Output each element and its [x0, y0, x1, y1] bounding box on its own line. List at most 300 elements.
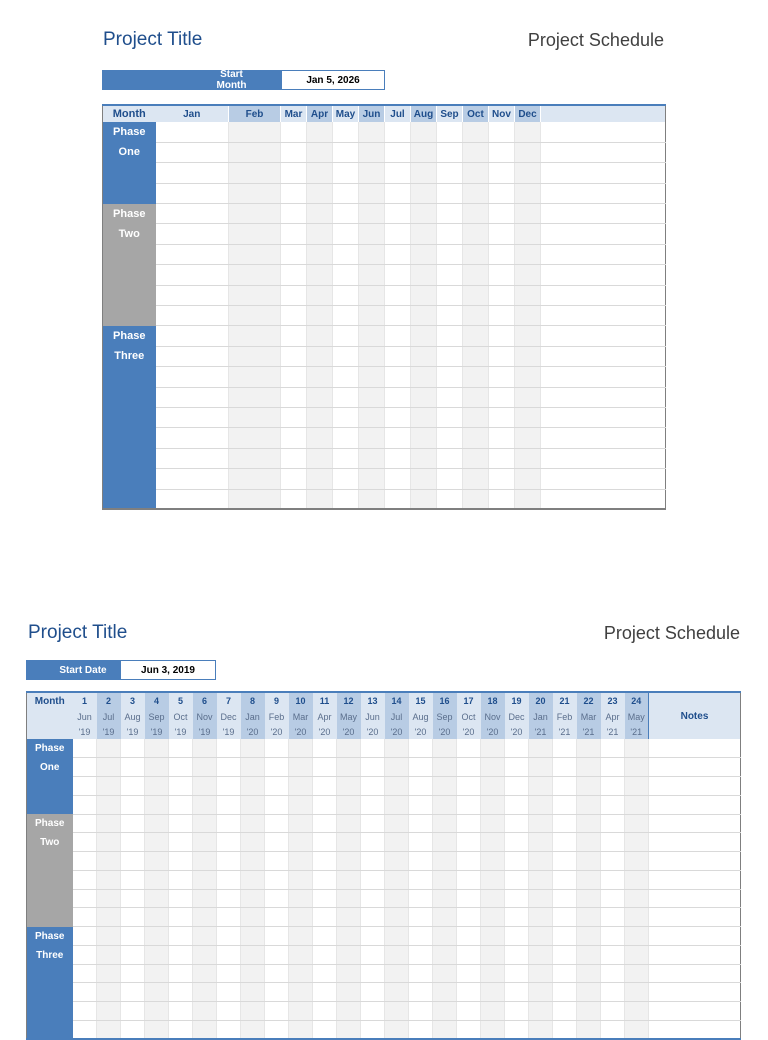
schedule-cell[interactable]: [385, 346, 411, 366]
schedule-cell[interactable]: [97, 889, 121, 908]
schedule-cell[interactable]: [333, 367, 359, 387]
schedule-cell[interactable]: [313, 1002, 337, 1021]
schedule-cell[interactable]: [489, 326, 515, 346]
schedule-cell[interactable]: [313, 795, 337, 814]
schedule-cell[interactable]: [437, 387, 463, 407]
schedule-cell[interactable]: [385, 428, 411, 448]
schedule-cell[interactable]: [333, 204, 359, 224]
schedule-cell[interactable]: [265, 795, 289, 814]
schedule-cell[interactable]: [73, 870, 97, 889]
schedule-cell[interactable]: [229, 183, 281, 203]
schedule-cell[interactable]: [217, 1020, 241, 1039]
schedule-cell[interactable]: [97, 964, 121, 983]
schedule-cell[interactable]: [529, 852, 553, 871]
schedule-cell[interactable]: [529, 889, 553, 908]
schedule-cell[interactable]: [97, 795, 121, 814]
schedule-cell[interactable]: [489, 183, 515, 203]
schedule-cell[interactable]: [217, 870, 241, 889]
schedule-cell[interactable]: [169, 945, 193, 964]
schedule-cell[interactable]: [409, 945, 433, 964]
schedule-cell[interactable]: [515, 163, 541, 183]
schedule-cell[interactable]: [515, 306, 541, 326]
schedule-cell[interactable]: [625, 889, 649, 908]
schedule-cell[interactable]: [217, 833, 241, 852]
schedule-cell[interactable]: [481, 1020, 505, 1039]
schedule-cell[interactable]: [241, 1020, 265, 1039]
schedule-cell[interactable]: [217, 852, 241, 871]
schedule-cell[interactable]: [385, 407, 411, 427]
schedule-cell[interactable]: [359, 469, 385, 489]
notes-cell[interactable]: [649, 889, 741, 908]
schedule-cell[interactable]: [625, 1002, 649, 1021]
notes-cell[interactable]: [541, 265, 666, 285]
schedule-cell[interactable]: [577, 852, 601, 871]
notes-cell[interactable]: [649, 739, 741, 758]
schedule-cell[interactable]: [333, 407, 359, 427]
schedule-cell[interactable]: [489, 489, 515, 509]
schedule-cell[interactable]: [241, 739, 265, 758]
schedule-cell[interactable]: [553, 1002, 577, 1021]
schedule-cell[interactable]: [385, 964, 409, 983]
schedule-cell[interactable]: [169, 852, 193, 871]
schedule-cell[interactable]: [359, 306, 385, 326]
schedule-cell[interactable]: [217, 777, 241, 796]
schedule-cell[interactable]: [463, 428, 489, 448]
schedule-cell[interactable]: [337, 983, 361, 1002]
schedule-cell[interactable]: [281, 326, 307, 346]
schedule-cell[interactable]: [481, 1002, 505, 1021]
schedule-cell[interactable]: [457, 739, 481, 758]
notes-cell[interactable]: [541, 122, 666, 142]
schedule-cell[interactable]: [289, 945, 313, 964]
schedule-cell[interactable]: [73, 777, 97, 796]
schedule-cell[interactable]: [121, 1002, 145, 1021]
schedule-cell[interactable]: [409, 795, 433, 814]
schedule-cell[interactable]: [577, 945, 601, 964]
schedule-cell[interactable]: [577, 889, 601, 908]
schedule-cell[interactable]: [281, 448, 307, 468]
schedule-cell[interactable]: [361, 908, 385, 927]
schedule-cell[interactable]: [463, 285, 489, 305]
schedule-cell[interactable]: [601, 777, 625, 796]
schedule-cell[interactable]: [481, 758, 505, 777]
schedule-cell[interactable]: [333, 122, 359, 142]
schedule-cell[interactable]: [333, 489, 359, 509]
schedule-cell[interactable]: [333, 428, 359, 448]
schedule-cell[interactable]: [437, 183, 463, 203]
schedule-cell[interactable]: [433, 1002, 457, 1021]
schedule-cell[interactable]: [229, 407, 281, 427]
schedule-cell[interactable]: [437, 326, 463, 346]
schedule-cell[interactable]: [411, 448, 437, 468]
schedule-cell[interactable]: [489, 204, 515, 224]
schedule-cell[interactable]: [217, 1002, 241, 1021]
notes-cell[interactable]: [541, 489, 666, 509]
schedule-cell[interactable]: [97, 814, 121, 833]
schedule-cell[interactable]: [307, 346, 333, 366]
schedule-cell[interactable]: [229, 285, 281, 305]
schedule-cell[interactable]: [265, 983, 289, 1002]
schedule-cell[interactable]: [385, 795, 409, 814]
schedule-cell[interactable]: [289, 870, 313, 889]
schedule-cell[interactable]: [193, 833, 217, 852]
schedule-cell[interactable]: [193, 889, 217, 908]
schedule-cell[interactable]: [433, 814, 457, 833]
schedule-cell[interactable]: [217, 889, 241, 908]
schedule-cell[interactable]: [385, 122, 411, 142]
schedule-cell[interactable]: [489, 306, 515, 326]
schedule-cell[interactable]: [229, 387, 281, 407]
schedule-cell[interactable]: [193, 927, 217, 946]
schedule-cell[interactable]: [515, 448, 541, 468]
schedule-cell[interactable]: [409, 1020, 433, 1039]
schedule-cell[interactable]: [577, 927, 601, 946]
schedule-cell[interactable]: [73, 889, 97, 908]
notes-cell[interactable]: [649, 983, 741, 1002]
schedule-cell[interactable]: [97, 908, 121, 927]
schedule-cell[interactable]: [97, 870, 121, 889]
schedule-cell[interactable]: [515, 428, 541, 448]
schedule-cell[interactable]: [359, 122, 385, 142]
schedule-cell[interactable]: [229, 428, 281, 448]
schedule-cell[interactable]: [361, 945, 385, 964]
schedule-cell[interactable]: [577, 814, 601, 833]
schedule-cell[interactable]: [553, 852, 577, 871]
schedule-cell[interactable]: [463, 346, 489, 366]
schedule-cell[interactable]: [553, 945, 577, 964]
schedule-cell[interactable]: [481, 795, 505, 814]
schedule-cell[interactable]: [156, 448, 229, 468]
schedule-cell[interactable]: [553, 908, 577, 927]
schedule-cell[interactable]: [625, 927, 649, 946]
schedule-cell[interactable]: [625, 1020, 649, 1039]
schedule-cell[interactable]: [505, 852, 529, 871]
schedule-cell[interactable]: [515, 489, 541, 509]
schedule-cell[interactable]: [156, 142, 229, 162]
schedule-cell[interactable]: [281, 142, 307, 162]
schedule-cell[interactable]: [625, 870, 649, 889]
schedule-cell[interactable]: [515, 407, 541, 427]
notes-cell[interactable]: [649, 1002, 741, 1021]
schedule-cell[interactable]: [307, 224, 333, 244]
schedule-cell[interactable]: [433, 964, 457, 983]
schedule-cell[interactable]: [553, 870, 577, 889]
schedule-cell[interactable]: [337, 777, 361, 796]
schedule-cell[interactable]: [229, 122, 281, 142]
schedule-cell[interactable]: [601, 739, 625, 758]
schedule-cell[interactable]: [281, 244, 307, 264]
schedule-cell[interactable]: [359, 346, 385, 366]
schedule-cell[interactable]: [385, 306, 411, 326]
schedule-cell[interactable]: [281, 469, 307, 489]
schedule-cell[interactable]: [73, 758, 97, 777]
schedule-cell[interactable]: [505, 908, 529, 927]
schedule-cell[interactable]: [73, 833, 97, 852]
schedule-cell[interactable]: [97, 983, 121, 1002]
schedule-cell[interactable]: [409, 964, 433, 983]
schedule-cell[interactable]: [333, 346, 359, 366]
notes-cell[interactable]: [541, 183, 666, 203]
schedule-cell[interactable]: [313, 889, 337, 908]
schedule-cell[interactable]: [241, 1002, 265, 1021]
schedule-cell[interactable]: [463, 244, 489, 264]
schedule-cell[interactable]: [359, 204, 385, 224]
schedule-cell[interactable]: [409, 983, 433, 1002]
schedule-cell[interactable]: [437, 428, 463, 448]
schedule-cell[interactable]: [505, 889, 529, 908]
schedule-cell[interactable]: [169, 870, 193, 889]
schedule-cell[interactable]: [241, 983, 265, 1002]
schedule-cell[interactable]: [437, 448, 463, 468]
schedule-cell[interactable]: [463, 183, 489, 203]
schedule-cell[interactable]: [156, 407, 229, 427]
schedule-cell[interactable]: [193, 908, 217, 927]
schedule-cell[interactable]: [625, 777, 649, 796]
schedule-cell[interactable]: [385, 204, 411, 224]
schedule-cell[interactable]: [73, 795, 97, 814]
schedule-cell[interactable]: [169, 795, 193, 814]
schedule-cell[interactable]: [361, 964, 385, 983]
schedule-cell[interactable]: [601, 945, 625, 964]
schedule-cell[interactable]: [281, 204, 307, 224]
schedule-cell[interactable]: [169, 777, 193, 796]
schedule-cell[interactable]: [156, 346, 229, 366]
schedule-cell[interactable]: [229, 469, 281, 489]
schedule-cell[interactable]: [145, 945, 169, 964]
schedule-cell[interactable]: [463, 326, 489, 346]
schedule-cell[interactable]: [193, 777, 217, 796]
schedule-cell[interactable]: [411, 122, 437, 142]
schedule-cell[interactable]: [265, 870, 289, 889]
schedule-cell[interactable]: [437, 407, 463, 427]
schedule-cell[interactable]: [281, 387, 307, 407]
schedule-cell[interactable]: [281, 346, 307, 366]
schedule-cell[interactable]: [489, 122, 515, 142]
schedule-cell[interactable]: [229, 204, 281, 224]
schedule-cell[interactable]: [411, 306, 437, 326]
schedule-cell[interactable]: [411, 183, 437, 203]
schedule-cell[interactable]: [409, 908, 433, 927]
schedule-cell[interactable]: [307, 163, 333, 183]
schedule-cell[interactable]: [307, 469, 333, 489]
schedule-cell[interactable]: [489, 448, 515, 468]
schedule-cell[interactable]: [385, 163, 411, 183]
schedule-cell[interactable]: [577, 870, 601, 889]
schedule-cell[interactable]: [289, 852, 313, 871]
schedule-cell[interactable]: [529, 758, 553, 777]
schedule-cell[interactable]: [145, 889, 169, 908]
notes-cell[interactable]: [649, 945, 741, 964]
schedule-cell[interactable]: [433, 777, 457, 796]
schedule-cell[interactable]: [145, 927, 169, 946]
schedule-cell[interactable]: [489, 163, 515, 183]
schedule-cell[interactable]: [193, 1020, 217, 1039]
schedule-cell[interactable]: [481, 964, 505, 983]
schedule-cell[interactable]: [289, 795, 313, 814]
schedule-cell[interactable]: [529, 964, 553, 983]
schedule-cell[interactable]: [529, 814, 553, 833]
schedule-cell[interactable]: [625, 795, 649, 814]
schedule-cell[interactable]: [156, 367, 229, 387]
schedule-cell[interactable]: [307, 489, 333, 509]
schedule-cell[interactable]: [505, 758, 529, 777]
schedule-cell[interactable]: [433, 758, 457, 777]
schedule-cell[interactable]: [313, 777, 337, 796]
schedule-cell[interactable]: [433, 889, 457, 908]
schedule-cell[interactable]: [409, 852, 433, 871]
schedule-cell[interactable]: [359, 489, 385, 509]
schedule-cell[interactable]: [361, 777, 385, 796]
schedule-cell[interactable]: [433, 870, 457, 889]
schedule-cell[interactable]: [463, 448, 489, 468]
schedule-cell[interactable]: [505, 1002, 529, 1021]
schedule-cell[interactable]: [241, 852, 265, 871]
schedule-cell[interactable]: [229, 306, 281, 326]
schedule-cell[interactable]: [307, 387, 333, 407]
schedule-cell[interactable]: [265, 927, 289, 946]
schedule-cell[interactable]: [457, 1020, 481, 1039]
schedule-cell[interactable]: [385, 244, 411, 264]
notes-cell[interactable]: [541, 163, 666, 183]
schedule-cell[interactable]: [337, 1020, 361, 1039]
schedule-cell[interactable]: [265, 908, 289, 927]
schedule-cell[interactable]: [409, 870, 433, 889]
schedule-cell[interactable]: [433, 795, 457, 814]
schedule-cell[interactable]: [601, 758, 625, 777]
schedule-cell[interactable]: [489, 367, 515, 387]
schedule-cell[interactable]: [385, 777, 409, 796]
schedule-cell[interactable]: [437, 244, 463, 264]
schedule-cell[interactable]: [463, 407, 489, 427]
schedule-cell[interactable]: [121, 795, 145, 814]
schedule-cell[interactable]: [457, 814, 481, 833]
start-date-field[interactable]: Jun 3, 2019: [120, 660, 216, 680]
notes-cell[interactable]: [541, 204, 666, 224]
notes-cell[interactable]: [649, 908, 741, 927]
notes-cell[interactable]: [649, 870, 741, 889]
schedule-cell[interactable]: [529, 795, 553, 814]
schedule-cell[interactable]: [359, 428, 385, 448]
schedule-cell[interactable]: [505, 870, 529, 889]
schedule-cell[interactable]: [505, 833, 529, 852]
schedule-cell[interactable]: [437, 346, 463, 366]
schedule-cell[interactable]: [359, 142, 385, 162]
schedule-cell[interactable]: [359, 387, 385, 407]
schedule-cell[interactable]: [229, 367, 281, 387]
schedule-cell[interactable]: [359, 407, 385, 427]
schedule-cell[interactable]: [463, 122, 489, 142]
schedule-cell[interactable]: [156, 489, 229, 509]
schedule-cell[interactable]: [121, 739, 145, 758]
schedule-cell[interactable]: [601, 1002, 625, 1021]
schedule-cell[interactable]: [193, 945, 217, 964]
schedule-cell[interactable]: [361, 814, 385, 833]
schedule-cell[interactable]: [145, 908, 169, 927]
schedule-cell[interactable]: [529, 777, 553, 796]
schedule-cell[interactable]: [515, 204, 541, 224]
schedule-cell[interactable]: [121, 1020, 145, 1039]
schedule-cell[interactable]: [385, 469, 411, 489]
schedule-cell[interactable]: [307, 265, 333, 285]
schedule-cell[interactable]: [515, 285, 541, 305]
schedule-cell[interactable]: [457, 758, 481, 777]
schedule-cell[interactable]: [385, 889, 409, 908]
schedule-cell[interactable]: [433, 739, 457, 758]
schedule-cell[interactable]: [463, 265, 489, 285]
schedule-cell[interactable]: [217, 814, 241, 833]
schedule-cell[interactable]: [73, 1002, 97, 1021]
schedule-cell[interactable]: [553, 1020, 577, 1039]
schedule-cell[interactable]: [145, 795, 169, 814]
schedule-cell[interactable]: [145, 983, 169, 1002]
schedule-cell[interactable]: [457, 777, 481, 796]
schedule-cell[interactable]: [265, 889, 289, 908]
notes-cell[interactable]: [541, 326, 666, 346]
schedule-cell[interactable]: [385, 265, 411, 285]
schedule-cell[interactable]: [409, 814, 433, 833]
schedule-cell[interactable]: [625, 908, 649, 927]
schedule-cell[interactable]: [169, 1002, 193, 1021]
schedule-cell[interactable]: [505, 927, 529, 946]
schedule-cell[interactable]: [481, 927, 505, 946]
schedule-cell[interactable]: [385, 833, 409, 852]
schedule-cell[interactable]: [156, 163, 229, 183]
schedule-cell[interactable]: [169, 889, 193, 908]
schedule-cell[interactable]: [437, 122, 463, 142]
schedule-cell[interactable]: [333, 285, 359, 305]
schedule-cell[interactable]: [337, 945, 361, 964]
schedule-cell[interactable]: [529, 945, 553, 964]
schedule-cell[interactable]: [265, 833, 289, 852]
schedule-cell[interactable]: [193, 795, 217, 814]
schedule-cell[interactable]: [217, 795, 241, 814]
schedule-cell[interactable]: [156, 265, 229, 285]
schedule-cell[interactable]: [385, 852, 409, 871]
schedule-cell[interactable]: [307, 367, 333, 387]
schedule-cell[interactable]: [229, 142, 281, 162]
schedule-cell[interactable]: [281, 367, 307, 387]
schedule-cell[interactable]: [601, 852, 625, 871]
schedule-cell[interactable]: [361, 739, 385, 758]
schedule-cell[interactable]: [156, 122, 229, 142]
schedule-cell[interactable]: [265, 758, 289, 777]
schedule-cell[interactable]: [241, 927, 265, 946]
schedule-cell[interactable]: [515, 346, 541, 366]
schedule-cell[interactable]: [529, 908, 553, 927]
schedule-cell[interactable]: [217, 964, 241, 983]
schedule-cell[interactable]: [515, 224, 541, 244]
notes-cell[interactable]: [541, 285, 666, 305]
schedule-cell[interactable]: [121, 870, 145, 889]
notes-cell[interactable]: [541, 469, 666, 489]
schedule-cell[interactable]: [333, 224, 359, 244]
schedule-cell[interactable]: [359, 244, 385, 264]
schedule-cell[interactable]: [333, 163, 359, 183]
notes-cell[interactable]: [541, 224, 666, 244]
schedule-cell[interactable]: [463, 224, 489, 244]
schedule-cell[interactable]: [481, 739, 505, 758]
schedule-cell[interactable]: [97, 739, 121, 758]
schedule-cell[interactable]: [289, 777, 313, 796]
schedule-cell[interactable]: [385, 183, 411, 203]
schedule-cell[interactable]: [217, 945, 241, 964]
schedule-cell[interactable]: [625, 758, 649, 777]
schedule-cell[interactable]: [193, 983, 217, 1002]
schedule-cell[interactable]: [359, 285, 385, 305]
schedule-cell[interactable]: [229, 244, 281, 264]
schedule-cell[interactable]: [337, 908, 361, 927]
schedule-cell[interactable]: [409, 927, 433, 946]
